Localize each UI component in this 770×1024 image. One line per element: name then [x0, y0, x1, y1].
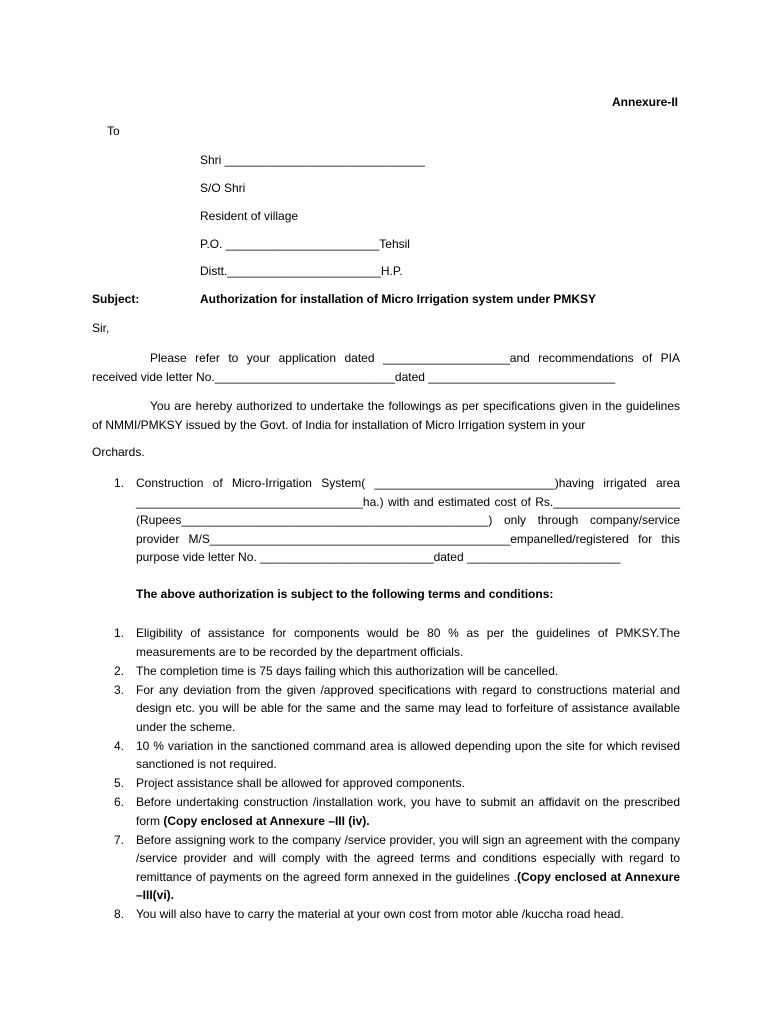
condition-text: The completion time is 75 days failing which this authorization will be cancelled. — [136, 663, 559, 678]
address-so-shri: S/O Shri — [200, 181, 246, 195]
condition-item — [92, 905, 680, 924]
address-resident: Resident of village — [200, 209, 299, 223]
address-po: P.O. _______________________Tehsil — [200, 237, 410, 251]
paragraph-application-text: Please refer to your application dated ___________________and recommendations of PIA received vide letter No.___________________________dated ____________________________ — [92, 351, 680, 384]
condition-number: 7. — [114, 832, 125, 847]
salutation: Sir, — [92, 321, 110, 335]
condition-text: 10 % variation in the sanctioned command area is allowed depending upon the site for which revised sanctioned is not required. — [136, 738, 680, 771]
condition-item — [92, 662, 680, 681]
paragraph-application — [92, 349, 680, 387]
condition-item — [92, 681, 680, 737]
condition-number: 1. — [114, 626, 125, 640]
construction-list — [92, 474, 680, 567]
conditions-list — [92, 624, 680, 924]
condition-bold-text: (Copy enclosed at Annexure –III(vi). — [136, 869, 681, 902]
condition-number: 3. — [114, 682, 125, 697]
paragraph-authorization — [92, 397, 680, 435]
conditions-heading: The above authorization is subject to the following terms and conditions: — [136, 587, 554, 601]
condition-number: 2. — [114, 663, 125, 678]
condition-text: For any deviation from the given /approved specifications with regard to constructions material and design etc. you will be able for the same and the same may lead to forfeiture of assistance available under the scheme. — [136, 682, 680, 734]
list-item-number: 1. — [114, 476, 125, 490]
condition-number: 4. — [114, 738, 125, 753]
condition-text: Project assistance shall be allowed for approved components. — [136, 776, 465, 790]
condition-text: You will also have to carry the material at your own cost from motor able /kuccha road head. — [136, 907, 624, 921]
condition-item — [92, 624, 680, 661]
condition-text: Eligibility of assistance for components would be 80 % as per the guidelines of PMKSY.The measurements are to be recorded by the department officials. — [136, 626, 680, 659]
condition-text: Before undertaking construction /installation work, you have to submit an affidavit on the prescribed form — [136, 795, 680, 828]
condition-item — [92, 793, 680, 830]
to-label: To — [107, 124, 120, 138]
condition-bold-text: (Copy enclosed at Annexure –III (iv). — [163, 813, 370, 828]
list-item — [92, 474, 680, 567]
address-shri: Shri ______________________________ — [200, 153, 425, 167]
condition-number: 5. — [114, 776, 125, 790]
condition-item — [92, 737, 680, 774]
address-distt: Distt._______________________H.P. — [200, 264, 403, 278]
condition-number: 8. — [114, 907, 125, 921]
condition-number: 6. — [114, 795, 125, 809]
condition-item — [92, 774, 680, 793]
subject-label: Subject: — [92, 292, 140, 306]
condition-text: Before assigning work to the company /service provider, you will sign an agreement with the company /service provider and will comply with the agreed terms and conditions especially with regard to remittance of payments on the agreed form annexed in the guidelines . — [136, 832, 680, 884]
paragraph-authorization-text: You are hereby authorized to undertake the followings as per specifications given in the guidelines of NMMI/PMKSY issued by the Govt. of India for installation of Micro Irrigation system in your — [92, 399, 680, 432]
orchards-text: Orchards. — [92, 445, 145, 459]
condition-item — [92, 831, 680, 905]
annexure-label: Annexure-II — [612, 95, 679, 109]
subject-text: Authorization for installation of Micro Irrigation system under PMKSY — [200, 292, 597, 306]
list-item-text: Construction of Micro-Irrigation System( ___________________________)having irrigated area __________________________________ha.) with and estimated cost of Rs.___________________ (Rupees______________________________________________) only through company/service provider M/S_____________________________________________empanelled/registered for this purpose vide letter No. __________________________dated _______________________ — [136, 476, 680, 564]
